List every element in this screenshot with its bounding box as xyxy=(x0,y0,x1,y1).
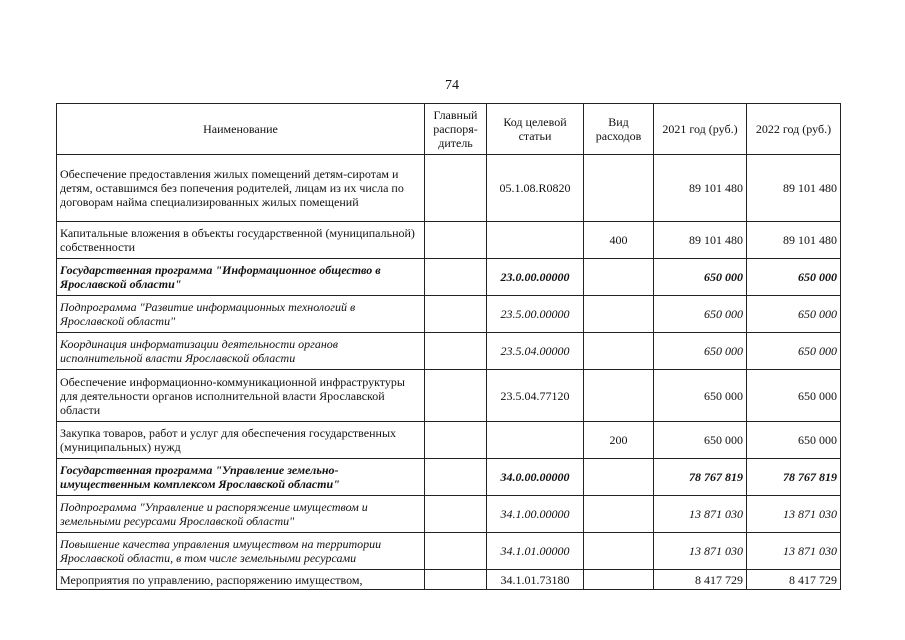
table-row xyxy=(57,496,841,533)
row-name-cell: Обеспечение информационно-коммуникационной инфраструктуры для деятельности органов исполнительной власти Ярославской области xyxy=(57,370,425,422)
row-code-cell: 34.1.01.73180 xyxy=(487,570,584,590)
page-number: 74 xyxy=(445,78,459,93)
row-manager-cell xyxy=(425,333,487,370)
table-body xyxy=(57,155,841,590)
row-2021-cell: 13 871 030 xyxy=(654,533,747,570)
header-expense-type: Вид расходов xyxy=(584,104,654,155)
row-2021-cell: 650 000 xyxy=(654,259,747,296)
table-row xyxy=(57,222,841,259)
row-2021-cell: 89 101 480 xyxy=(654,155,747,222)
row-2021-cell: 8 417 729 xyxy=(654,570,747,590)
budget-table xyxy=(56,103,841,590)
row-2021-cell: 650 000 xyxy=(654,422,747,459)
row-code-cell: 34.1.01.00000 xyxy=(487,533,584,570)
row-expense-type-cell xyxy=(584,496,654,533)
row-name-cell: Закупка товаров, работ и услуг для обеспечения государственных (муниципальных) нужд xyxy=(57,422,425,459)
row-manager-cell xyxy=(425,570,487,590)
row-manager-cell xyxy=(425,459,487,496)
row-expense-type-cell: 400 xyxy=(584,222,654,259)
row-expense-type-cell xyxy=(584,296,654,333)
row-expense-type-cell xyxy=(584,370,654,422)
row-2021-cell: 650 000 xyxy=(654,370,747,422)
row-2021-cell: 13 871 030 xyxy=(654,496,747,533)
row-name-cell: Капитальные вложения в объекты государственной (муниципальной) собственности xyxy=(57,222,425,259)
table-row xyxy=(57,333,841,370)
row-name-cell: Повышение качества управления имуществом на территории Ярославской области, в том числе земельными ресурсами xyxy=(57,533,425,570)
row-expense-type-cell xyxy=(584,533,654,570)
row-code-cell: 34.1.00.00000 xyxy=(487,496,584,533)
row-code-cell xyxy=(487,422,584,459)
row-code-cell: 23.0.00.00000 xyxy=(487,259,584,296)
row-2021-cell: 78 767 819 xyxy=(654,459,747,496)
header-year-2021: 2021 год (руб.) xyxy=(654,104,747,155)
row-name-cell: Государственная программа "Информационное общество в Ярославской области" xyxy=(57,259,425,296)
row-code-cell: 34.0.00.00000 xyxy=(487,459,584,496)
row-code-cell: 05.1.08.R0820 xyxy=(487,155,584,222)
row-manager-cell xyxy=(425,296,487,333)
row-expense-type-cell xyxy=(584,570,654,590)
row-code-cell: 23.5.04.00000 xyxy=(487,333,584,370)
row-2022-cell: 650 000 xyxy=(747,259,841,296)
header-year-2022: 2022 год (руб.) xyxy=(747,104,841,155)
table-row xyxy=(57,296,841,333)
row-2021-cell: 89 101 480 xyxy=(654,222,747,259)
table-row xyxy=(57,422,841,459)
row-name-cell: Обеспечение предоставления жилых помещений детям-сиротам и детям, оставшимся без попечения родителей, лицам из их числа по договорам найма специализированных жилых помещений xyxy=(57,155,425,222)
row-2021-cell: 650 000 xyxy=(654,333,747,370)
row-manager-cell xyxy=(425,259,487,296)
row-2022-cell: 78 767 819 xyxy=(747,459,841,496)
table-row xyxy=(57,370,841,422)
row-expense-type-cell: 200 xyxy=(584,422,654,459)
row-name-cell: Подпрограмма "Управление и распоряжение имуществом и земельными ресурсами Ярославской области" xyxy=(57,496,425,533)
row-manager-cell xyxy=(425,533,487,570)
row-2022-cell: 8 417 729 xyxy=(747,570,841,590)
row-2022-cell: 89 101 480 xyxy=(747,222,841,259)
row-name-cell: Координация информатизации деятельности органов исполнительной власти Ярославской области xyxy=(57,333,425,370)
table-row xyxy=(57,570,841,590)
table-row xyxy=(57,533,841,570)
row-code-cell: 23.5.00.00000 xyxy=(487,296,584,333)
table-row xyxy=(57,459,841,496)
row-2022-cell: 650 000 xyxy=(747,422,841,459)
row-2022-cell: 650 000 xyxy=(747,333,841,370)
row-2022-cell: 89 101 480 xyxy=(747,155,841,222)
row-manager-cell xyxy=(425,496,487,533)
header-name: Наименование xyxy=(57,104,425,155)
row-name-cell: Подпрограмма "Развитие информационных технологий в Ярославской области" xyxy=(57,296,425,333)
row-manager-cell xyxy=(425,155,487,222)
row-name-cell: Мероприятия по управлению, распоряжению имуществом, xyxy=(57,570,425,590)
row-manager-cell xyxy=(425,370,487,422)
row-2021-cell: 650 000 xyxy=(654,296,747,333)
row-2022-cell: 13 871 030 xyxy=(747,496,841,533)
row-code-cell: 23.5.04.77120 xyxy=(487,370,584,422)
row-2022-cell: 650 000 xyxy=(747,370,841,422)
row-name-cell: Государственная программа "Управление земельно-имущественным комплексом Ярославской области" xyxy=(57,459,425,496)
row-expense-type-cell xyxy=(584,259,654,296)
row-expense-type-cell xyxy=(584,155,654,222)
row-manager-cell xyxy=(425,422,487,459)
table-row xyxy=(57,259,841,296)
header-manager: Главный распоря-дитель xyxy=(425,104,487,155)
row-code-cell xyxy=(487,222,584,259)
table-header-row xyxy=(57,104,841,155)
header-target-code: Код целевой статьи xyxy=(487,104,584,155)
row-expense-type-cell xyxy=(584,459,654,496)
row-manager-cell xyxy=(425,222,487,259)
row-expense-type-cell xyxy=(584,333,654,370)
table-row xyxy=(57,155,841,222)
row-2022-cell: 650 000 xyxy=(747,296,841,333)
row-2022-cell: 13 871 030 xyxy=(747,533,841,570)
